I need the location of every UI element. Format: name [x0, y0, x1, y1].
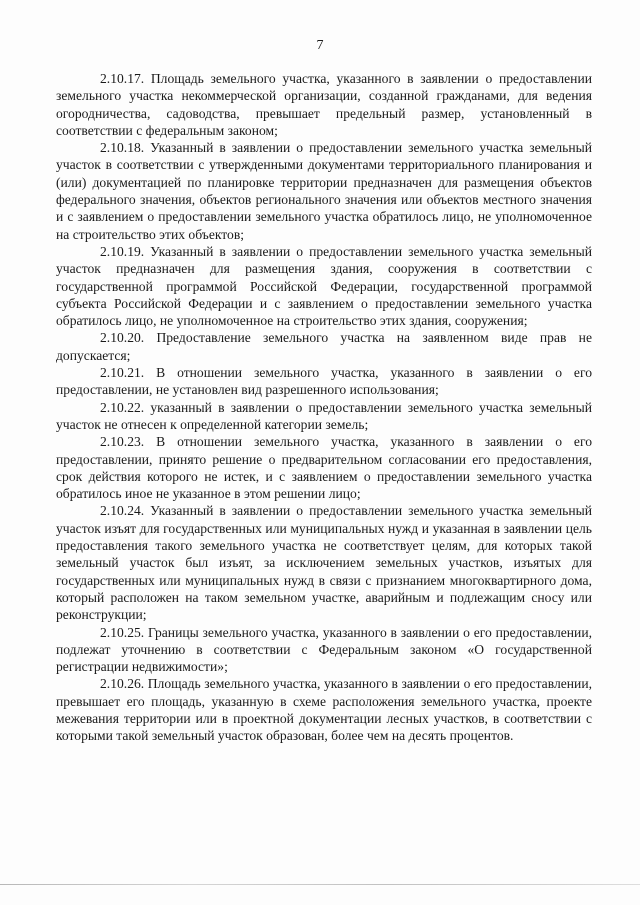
paragraph-2-10-24: 2.10.24. Указанный в заявлении о предоставлении земельного участка земельный участок изъят для государственных или муниципальных нужд и указанная в заявлении цель предоставления такого земельного участка не соответствует целям, для которых такой земельный участок был изъят, за исключением земельных участков, изъятых для государственных или муниципальных нужд в связи с признанием многоквартирного дома, который расположен на таком земельном участке, аварийным и подлежащим сносу или реконструкции;	[56, 503, 592, 623]
paragraph-2-10-25: 2.10.25. Границы земельного участка, указанного в заявлении о его предоставлении, подлежат уточнению в соответствии с Федеральным законом «О государственной регистрации недвижимости»;	[56, 624, 592, 675]
paragraph-2-10-21: 2.10.21. В отношении земельного участка, указанного в заявлении о его предоставлении, не установлен вид разрешенного использования;	[56, 365, 592, 398]
paragraph-2-10-26: 2.10.26. Площадь земельного участка, указанного в заявлении о его предоставлении, превышает его площадь, указанную в схеме расположения земельного участка, проекте межевания территории или в проектной документации лесных участков, в соответствии с которыми такой земельный участок образован, более чем на десять процентов.	[56, 676, 592, 744]
paragraph-2-10-22: 2.10.22. указанный в заявлении о предоставлении земельного участка земельный участок не отнесен к определенной категории земель;	[56, 399, 592, 432]
paragraph-2-10-18: 2.10.18. Указанный в заявлении о предоставлении земельного участка земельный участок в соответствии с утвержденными документами территориального планирования и (или) документацией по планировке территории предназначен для размещения объектов федерального значения, объектов регионального значения или объектов местного значения и с заявлением о предоставлении земельного участка обратилось лицо, не уполномоченное на строительство этих объектов;	[56, 140, 592, 242]
paragraph-2-10-17: 2.10.17. Площадь земельного участка, указанного в заявлении о предоставлении земельного участка некоммерческой организации, созданной гражданами, для ведения огородничества, садоводства, превышает предельный размер, установленный в соответствии с федеральным законом;	[56, 71, 592, 138]
paragraph-2-10-20: 2.10.20. Предоставление земельного участка на заявленном виде прав не допускается;	[56, 330, 592, 363]
scan-edge-line	[0, 884, 640, 885]
paragraph-2-10-19: 2.10.19. Указанный в заявлении о предоставлении земельного участка земельный участок предназначен для размещения здания, сооружения в соответствии с государственной программой Российской Федерации, государственной программой субъекта Российской Федерации и с заявлением о предоставлении земельного участка обратилось лицо, не уполномоченное на строительство этих здания, сооружения;	[56, 243, 592, 329]
page-number: 7	[316, 38, 324, 53]
document-body	[56, 70, 592, 745]
paragraph-2-10-23: 2.10.23. В отношении земельного участка, указанного в заявлении о его предоставлении, принято решение о предварительном согласовании его предоставления, срок действия которого не истек, и с заявлением о предоставлении земельного участка обратилось иное не указанное в этом решении лицо;	[56, 434, 592, 502]
